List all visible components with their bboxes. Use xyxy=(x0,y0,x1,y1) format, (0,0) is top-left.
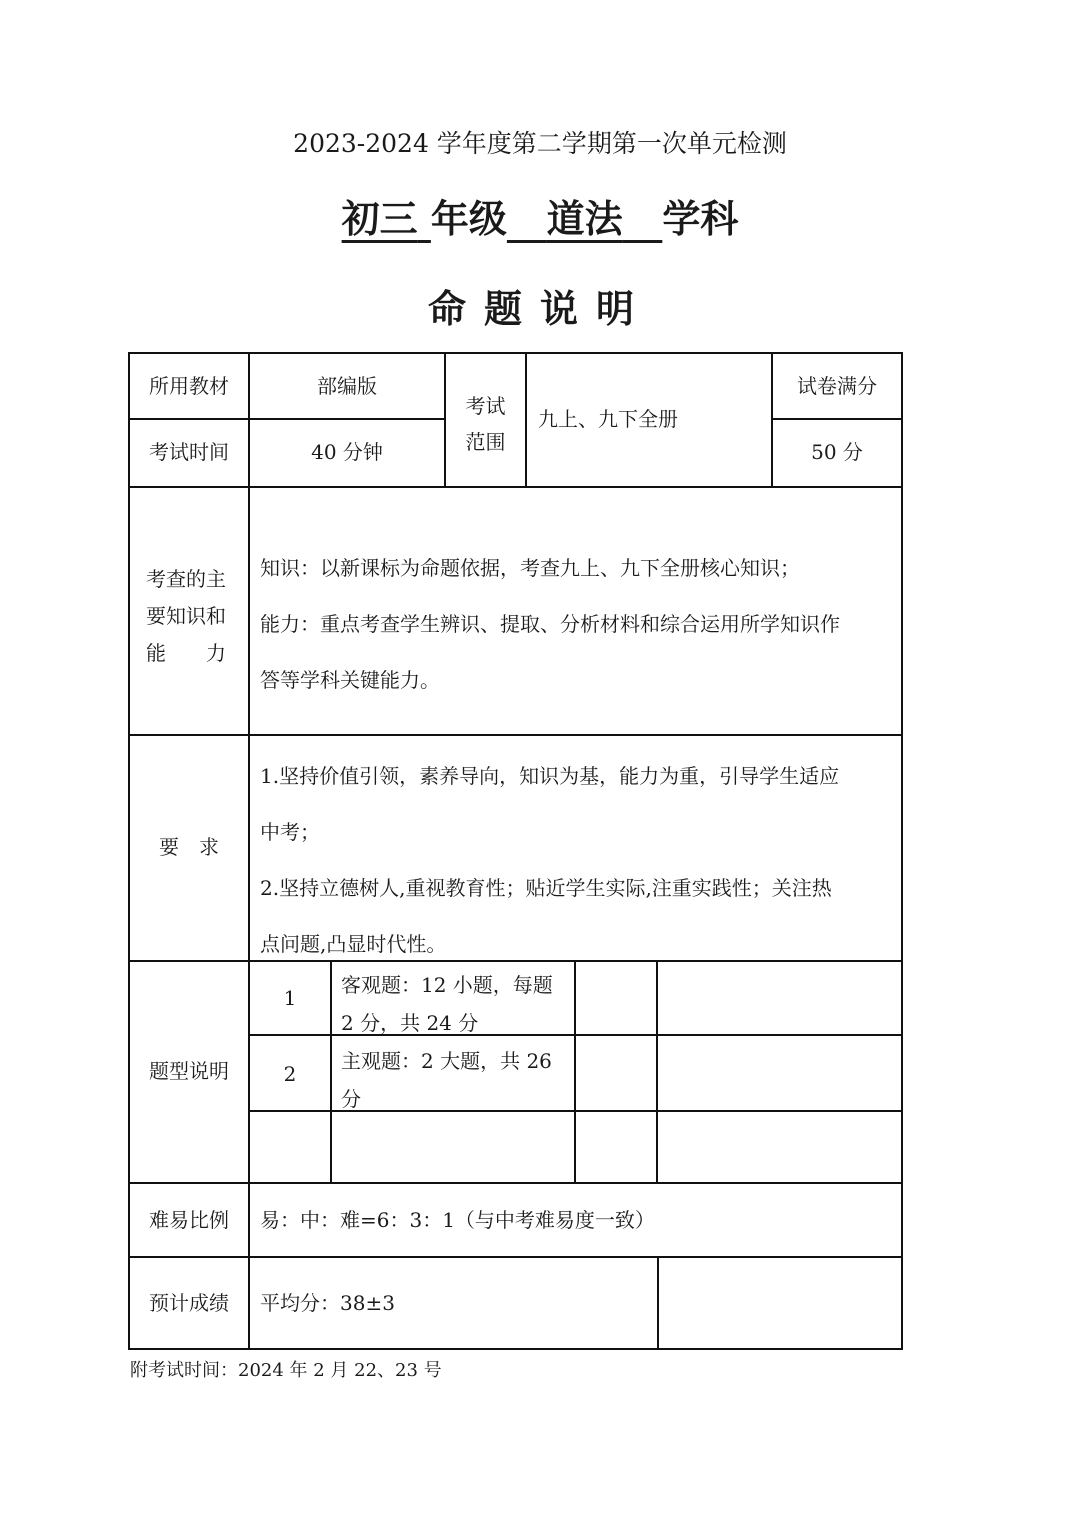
subject-value: 道法 xyxy=(546,197,623,241)
grade-suffix: 年级 xyxy=(430,197,507,241)
requirement-line: 2.坚持立德树人,重视教育性；贴近学生实际,注重实践性；关注热 xyxy=(260,876,832,900)
table-rule xyxy=(574,960,576,1184)
question-type-line: 客观题：12 小题，每题 xyxy=(341,973,553,997)
requirement-line: 1.坚持价值引领，素养导向，知识为基，能力为重，引导学生适应 xyxy=(260,764,840,788)
table-border-top xyxy=(128,352,903,354)
expected-score-label: 预计成绩 xyxy=(149,1291,229,1315)
question-type-desc xyxy=(341,966,571,1042)
question-type-line: 分 xyxy=(341,1087,361,1111)
knowledge-label-line: 考查的主 xyxy=(146,567,226,591)
table-rule xyxy=(128,734,903,736)
question-type-desc xyxy=(341,1042,571,1118)
table-rule xyxy=(128,418,446,420)
exam-time-value: 40 分钟 xyxy=(311,440,383,464)
table-rule xyxy=(525,352,527,488)
exam-time-label: 考试时间 xyxy=(149,440,229,464)
grade-subject-heading xyxy=(0,188,1080,243)
table-rule xyxy=(771,352,773,488)
knowledge-content xyxy=(260,540,898,708)
full-score-label: 试卷满分 xyxy=(797,374,877,398)
table-rule xyxy=(771,418,903,420)
difficulty-label: 难易比例 xyxy=(149,1208,229,1232)
table-rule xyxy=(128,486,903,488)
knowledge-label-line: 要知识和 xyxy=(146,604,226,628)
subject-suffix: 学科 xyxy=(662,197,739,241)
requirements-content xyxy=(260,748,898,972)
scope-label-line: 考试 xyxy=(465,394,506,418)
difficulty-value: 易：中：难=6：3：1（与中考难易度一致） xyxy=(260,1208,655,1232)
requirement-line: 中考； xyxy=(260,820,320,844)
requirement-line: 点问题,凸显时代性。 xyxy=(260,932,447,956)
question-type-line: 2 分，共 24 分 xyxy=(341,1011,479,1035)
exam-subtitle: 2023-2024 学年度第二学期第一次单元检测 xyxy=(293,129,787,158)
scope-label-line: 范围 xyxy=(465,430,506,454)
question-type-no: 2 xyxy=(283,1062,297,1086)
textbook-label: 所用教材 xyxy=(149,374,229,398)
table-border-right xyxy=(901,352,903,1350)
knowledge-line: 知识：以新课标为命题依据，考查九上、九下全册核心知识； xyxy=(260,556,800,580)
question-type-line: 主观题：2 大题，共 26 xyxy=(341,1049,552,1073)
knowledge-line: 答等学科关键能力。 xyxy=(260,668,440,692)
textbook-value: 部编版 xyxy=(317,374,377,398)
scope-label xyxy=(446,388,525,460)
table-rule xyxy=(128,1256,903,1258)
question-types-label: 题型说明 xyxy=(149,1059,229,1083)
table-rule xyxy=(656,960,658,1184)
scope-value: 九上、九下全册 xyxy=(538,407,678,431)
table-rule xyxy=(128,1182,903,1184)
expected-score-value: 平均分：38±3 xyxy=(260,1291,395,1315)
document-title: 命题说明 xyxy=(427,287,652,331)
question-type-no: 1 xyxy=(283,986,297,1010)
table-rule xyxy=(657,1256,659,1350)
full-score-value: 50 分 xyxy=(811,440,863,464)
knowledge-label-line: 能 力 xyxy=(146,641,226,665)
table-rule xyxy=(248,352,250,1350)
requirements-label: 要 求 xyxy=(159,835,219,859)
knowledge-label xyxy=(146,561,246,672)
table-border-bottom xyxy=(128,1348,903,1350)
grade-value: 初三 xyxy=(341,197,418,241)
exam-date-note: 附考试时间：2024 年 2 月 22、23 号 xyxy=(130,1360,442,1381)
knowledge-line: 能力：重点考查学生辨识、提取、分析材料和综合运用所学知识作 xyxy=(260,612,840,636)
table-rule xyxy=(330,960,332,1184)
